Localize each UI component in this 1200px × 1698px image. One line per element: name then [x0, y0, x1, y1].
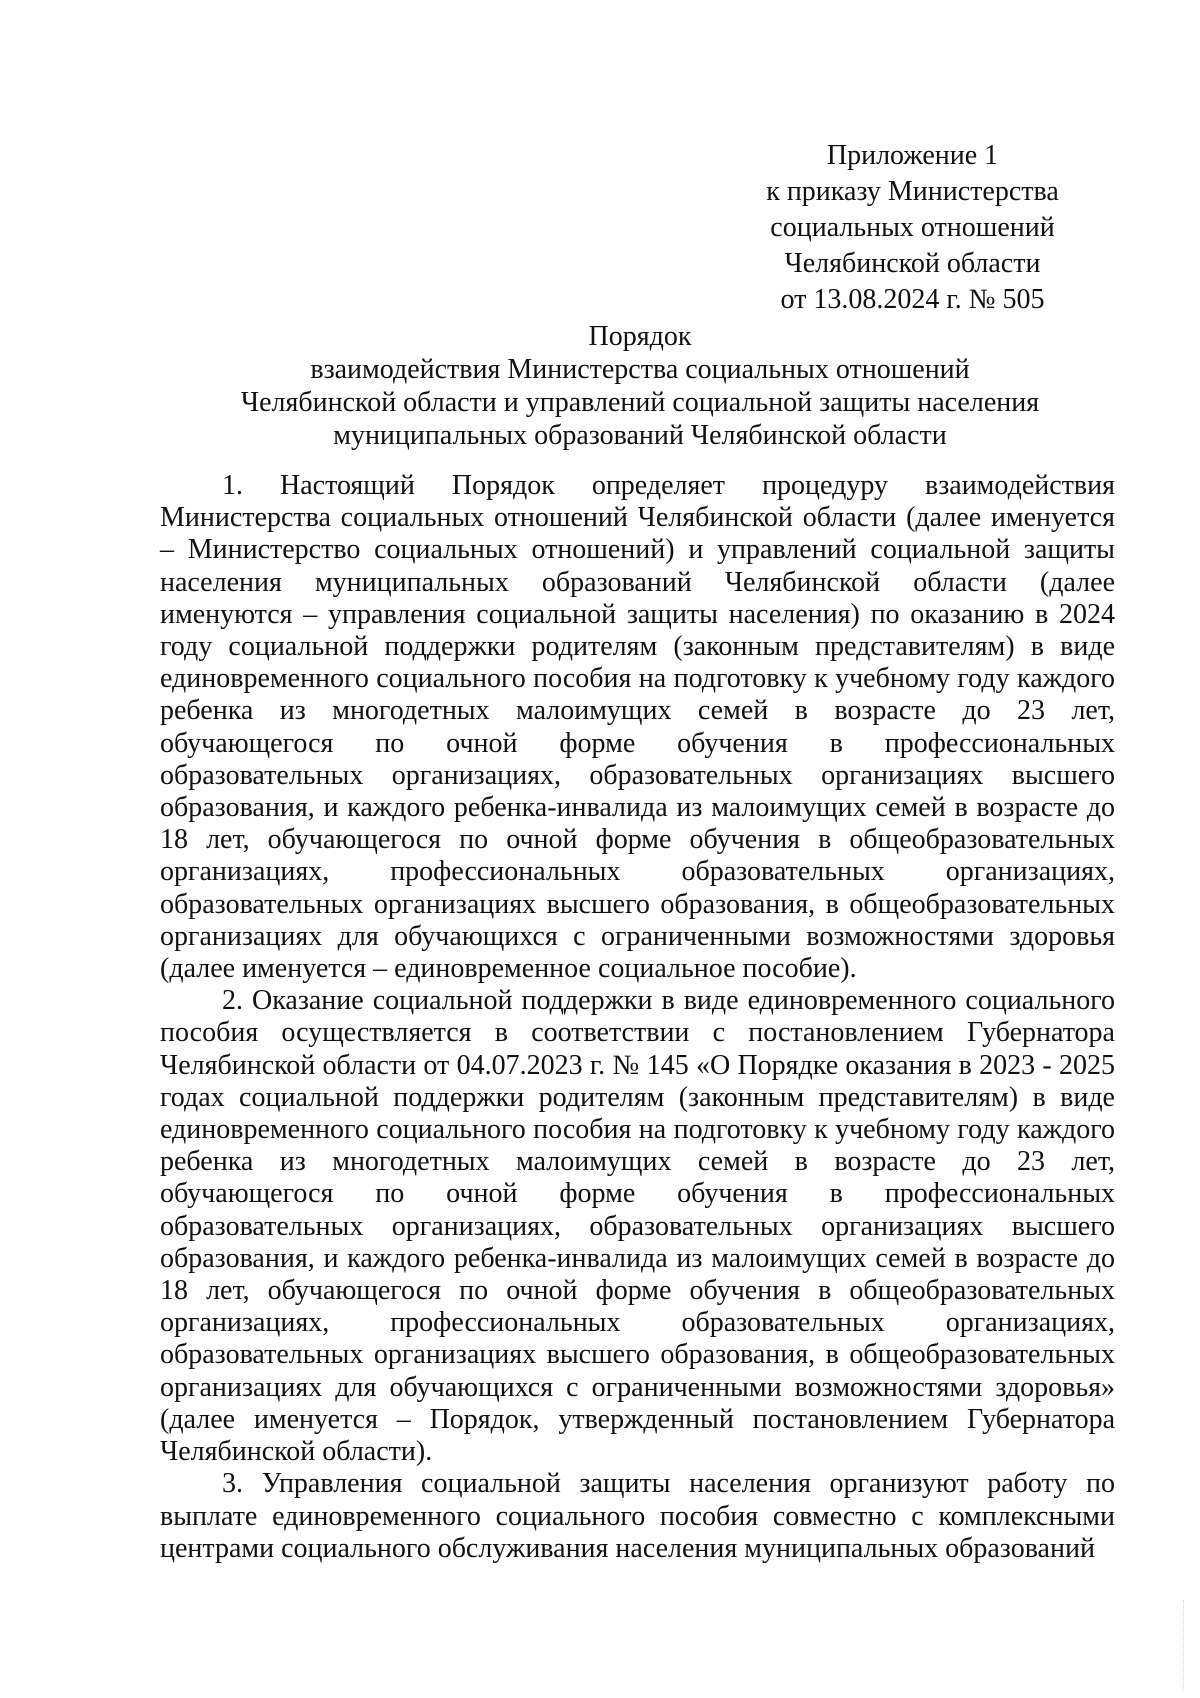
scan-artifact	[1183, 1600, 1186, 1690]
annex-line: к приказу Министерства	[766, 176, 1059, 207]
annex-line: от 13.08.2024 г. № 505	[780, 284, 1045, 315]
paragraph-2: 2. Оказание социальной поддержки в виде единовременного социального пособия осуществляется в соответствии с постановлением Губернатора Челябинской области от 04.07.2023 г. № 145 «О Порядке оказания в 2023 - 2025 годах социальной поддержки родителям (законным представителям) в виде единовременного социального пособия на подготовку к учебному году каждого ребенка из многодетных малоимущих семей в возрасте до 23 лет, обучающегося по очной форме обучения в профессиональных образовательных организациях, образовательных организациях высшего образования, и каждого ребенка-инвалида из малоимущих семей в возрасте до 18 лет, обучающегося по очной форме обучения в общеобразовательных организациях, профессиональных образовательных организациях, образовательных организациях высшего образования, в общеобразовательных организациях для обучающихся с ограниченными возможностями здоровья» (далее именуется – Порядок, утвержденный постановлением Губернатора Челябинской области).	[160, 985, 1115, 1468]
document-body	[160, 470, 1115, 1565]
title-line: Порядок	[588, 321, 692, 352]
annex-line: Челябинской области	[784, 248, 1041, 279]
title-line: муниципальных образований Челябинской области	[333, 420, 947, 451]
title-line: взаимодействия Министерства социальных отношений	[310, 354, 970, 385]
paragraph-1: 1. Настоящий Порядок определяет процедуру взаимодействия Министерства социальных отношений Челябинской области (далее именуется – Министерство социальных отношений) и управлений социальной защиты населения муниципальных образований Челябинской области (далее именуются – управления социальной защиты населения) по оказанию в 2024 году социальной поддержки родителям (законным представителям) в виде единовременного социального пособия на подготовку к учебному году каждого ребенка из многодетных малоимущих семей в возрасте до 23 лет, обучающегося по очной форме обучения в профессиональных образовательных организациях, образовательных организациях высшего образования, и каждого ребенка-инвалида из малоимущих семей в возрасте до 18 лет, обучающегося по очной форме обучения в общеобразовательных организациях, профессиональных образовательных организациях, образовательных организациях высшего образования, в общеобразовательных организациях для обучающихся с ограниченными возможностями здоровья (далее именуется – единовременное социальное пособие).	[160, 470, 1115, 985]
title-line: Челябинской области и управлений социальной защиты населения	[240, 387, 1040, 418]
paragraph-3: 3. Управления социальной защиты населения организуют работу по выплате единовременного социального пособия совместно с комплексными центрами социального обслуживания населения муниципальных образований	[160, 1468, 1115, 1564]
document-title	[160, 320, 1120, 452]
annex-header	[760, 138, 1065, 318]
annex-line: социальных отношений	[770, 212, 1055, 243]
annex-line: Приложение 1	[826, 140, 999, 171]
